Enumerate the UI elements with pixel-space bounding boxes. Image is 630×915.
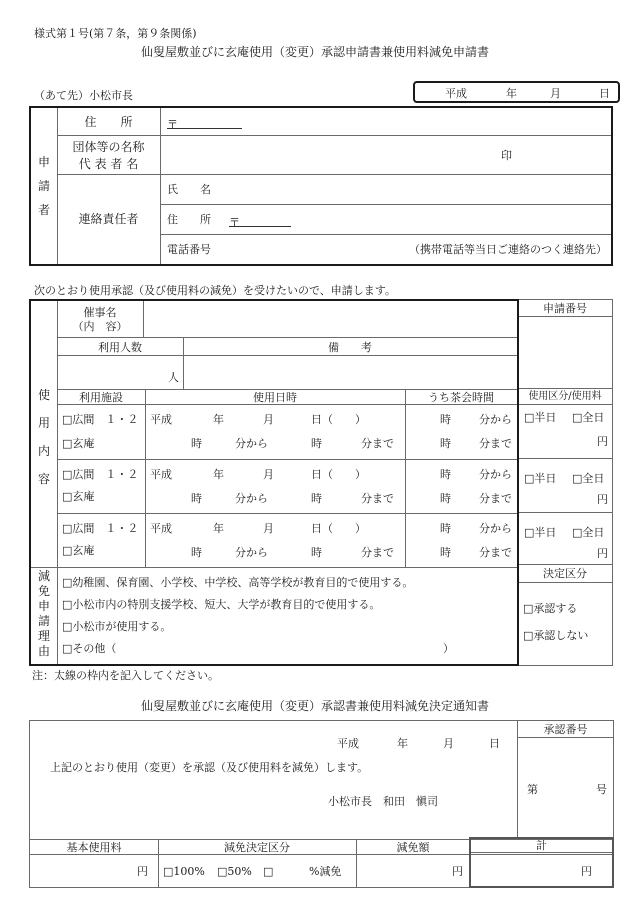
hour-label: 時 [191, 437, 202, 450]
day-label: 日（ ） [311, 468, 366, 481]
notice-year: 年 [397, 737, 408, 750]
usage-side-label: 使 用 内 容 [37, 388, 50, 486]
total-box[interactable] [469, 837, 614, 888]
reduction-100-checkbox[interactable]: □100% [163, 865, 205, 878]
tea-until-label: 分まで [479, 546, 512, 559]
year-label: 年 [213, 468, 224, 481]
notice-day: 日 [489, 737, 500, 750]
reduction-amount-label: 減免額 [396, 841, 430, 854]
app-number-label: 申請番号 [543, 302, 587, 315]
org-label-2: 代 表 者 名 [78, 157, 139, 171]
reduction-reason-other[interactable]: □その他（ [62, 642, 117, 655]
postal-mark: 〒 [167, 118, 178, 131]
tea-hour-label: 時 [440, 413, 451, 426]
date-year: 年 [506, 87, 517, 100]
reduction-other-checkbox[interactable]: □ [263, 865, 274, 878]
contact-address-label: 住 所 [167, 213, 211, 226]
form-title: 仙叟屋敷並びに玄庵使用（変更）承認申請書兼使用料減免申請書 [140, 45, 489, 59]
half-day-checkbox[interactable]: □半日 [524, 411, 557, 424]
contact-postal-mark: 〒 [229, 216, 240, 229]
request-text: 次のとおり使用承認（及び使用料の減免）を受けたいので、申請します。 [34, 284, 396, 297]
applicant-section [29, 106, 613, 266]
month-label: 月 [263, 522, 274, 535]
note-text: 注：太線の枠内を記入してください。 [32, 669, 219, 682]
base-fee-label: 基本使用料 [66, 841, 122, 854]
hour-label: 時 [311, 546, 322, 559]
half-day-checkbox[interactable]: □半日 [524, 472, 557, 485]
tea-until-label: 分まで [479, 437, 512, 450]
base-fee-yen: 円 [137, 865, 148, 878]
tea-header: うち茶会時間 [428, 391, 494, 404]
contact-name-field[interactable] [241, 175, 611, 204]
notice-body: 上記のとおり使用（変更）を承認（及び使用料を減免）します。 [50, 761, 369, 774]
day-label: 日（ ） [311, 413, 366, 426]
full-day-checkbox[interactable]: □全日 [572, 472, 605, 485]
reduction-reason-school[interactable]: □幼稚園、保育園、小学校、中学校、高等学校が教育目的で使用する。 [62, 576, 414, 589]
from-label: 分から [235, 492, 268, 505]
reduction-side-label: 減 免 申 請 理 由 [37, 569, 50, 658]
era-label: 平成 [150, 413, 172, 426]
tea-from-label: 分から [479, 413, 512, 426]
remarks-field[interactable] [184, 356, 517, 389]
facility-genan-checkbox[interactable]: □玄庵 [62, 544, 95, 557]
number-suffix: 号 [596, 783, 607, 796]
full-day-checkbox[interactable]: □全日 [572, 526, 605, 539]
postal-code-field[interactable] [167, 116, 242, 129]
hour-label: 時 [191, 492, 202, 505]
addressee: （あて先）小松市長 [34, 89, 133, 102]
reduction-50-checkbox[interactable]: □50% [217, 865, 252, 878]
fee-yen: 円 [597, 547, 608, 560]
from-label: 分から [235, 546, 268, 559]
era-label: 平成 [150, 468, 172, 481]
notice-era: 平成 [337, 737, 359, 750]
until-label: 分まで [361, 546, 394, 559]
usage-row [31, 513, 517, 567]
half-day-checkbox[interactable]: □半日 [524, 526, 557, 539]
hour-label: 時 [191, 546, 202, 559]
facility-header: 利用施設 [79, 391, 123, 404]
notice-title: 仙叟屋敷並びに玄庵使用（変更）承認書兼使用料減免決定通知書 [140, 699, 489, 713]
users-count-field[interactable] [58, 356, 183, 389]
tea-hour-label: 時 [440, 437, 451, 450]
tea-until-label: 分まで [479, 492, 512, 505]
notice-month: 月 [443, 737, 454, 750]
org-label-1: 団体等の名称 [72, 140, 145, 154]
tea-from-label: 分から [479, 522, 512, 535]
phone-field[interactable] [231, 235, 411, 264]
approval-number-label: 承認番号 [543, 723, 588, 736]
full-day-checkbox[interactable]: □全日 [572, 411, 605, 424]
usage-row [31, 459, 517, 513]
reduction-reason-special[interactable]: □小松市内の特別支援学校、短大、大学が教育目的で使用する。 [62, 598, 381, 611]
tea-from-label: 分から [479, 468, 512, 481]
usage-section [29, 299, 519, 666]
contact-postal-field[interactable] [229, 214, 291, 227]
phone-note: （携帯電話等当日ご連絡のつく連絡先） [409, 243, 607, 256]
year-label: 年 [213, 413, 224, 426]
from-label: 分から [235, 437, 268, 450]
tea-hour-label: 時 [440, 522, 451, 535]
hour-label: 時 [311, 492, 322, 505]
reduction-reason-city[interactable]: □小松市が使用する。 [62, 620, 172, 633]
approve-checkbox[interactable]: □承認する [523, 602, 578, 615]
reduction-percent-label: %減免 [309, 865, 342, 878]
notice-signer: 小松市長 和田 愼司 [328, 795, 438, 808]
event-label-1: 催事名 [83, 306, 117, 319]
facility-hall-checkbox[interactable]: □広間 １・２ [62, 468, 139, 481]
reduction-class-label: 減免決定区分 [224, 841, 290, 854]
form-number: 様式第１号(第７条，第９条関係) [34, 27, 197, 40]
event-name-field[interactable] [144, 301, 517, 337]
month-label: 月 [263, 468, 274, 481]
phone-label: 電話番号 [167, 243, 211, 256]
persons-unit: 人 [168, 371, 179, 384]
remarks-label: 備 考 [328, 341, 372, 354]
fee-yen: 円 [597, 435, 608, 448]
date-month: 月 [550, 87, 561, 100]
hour-label: 時 [311, 437, 322, 450]
applicant-side-label: 申 請 者 [37, 155, 50, 217]
usage-class-label: 使用区分/使用料 [528, 391, 602, 402]
facility-hall-checkbox[interactable]: □広間 １・２ [62, 413, 139, 426]
fee-yen: 円 [597, 493, 608, 506]
facility-genan-checkbox[interactable]: □玄庵 [62, 490, 95, 503]
date-era: 平成 [445, 87, 467, 100]
contact-label: 連絡責任者 [78, 212, 139, 226]
until-label: 分まで [361, 437, 394, 450]
date-day: 日 [599, 87, 610, 100]
reduction-amount-yen: 円 [452, 865, 463, 878]
month-label: 月 [263, 413, 274, 426]
other-close-paren: ） [443, 642, 454, 655]
number-prefix: 第 [527, 783, 538, 796]
facility-genan-checkbox[interactable]: □玄庵 [62, 437, 95, 450]
day-label: 日（ ） [311, 522, 366, 535]
event-label-2: （内 容） [72, 320, 128, 333]
usage-row [31, 404, 517, 459]
tea-hour-label: 時 [440, 468, 451, 481]
tea-hour-label: 時 [440, 546, 451, 559]
address-label: 住 所 [84, 115, 133, 129]
date-box[interactable] [413, 81, 620, 103]
reject-checkbox[interactable]: □承認しない [523, 629, 589, 642]
datetime-header: 使用日時 [253, 391, 297, 404]
total-yen: 円 [581, 865, 592, 878]
year-label: 年 [213, 522, 224, 535]
era-label: 平成 [150, 522, 172, 535]
until-label: 分まで [361, 492, 394, 505]
users-label: 利用人数 [98, 341, 142, 354]
org-name-field[interactable] [161, 136, 611, 174]
total-label: 計 [536, 839, 547, 852]
decision-label: 決定区分 [543, 567, 587, 580]
contact-name-label: 氏 名 [167, 183, 211, 196]
seal-mark: 印 [501, 149, 512, 162]
facility-hall-checkbox[interactable]: □広間 １・２ [62, 522, 139, 535]
tea-hour-label: 時 [440, 492, 451, 505]
